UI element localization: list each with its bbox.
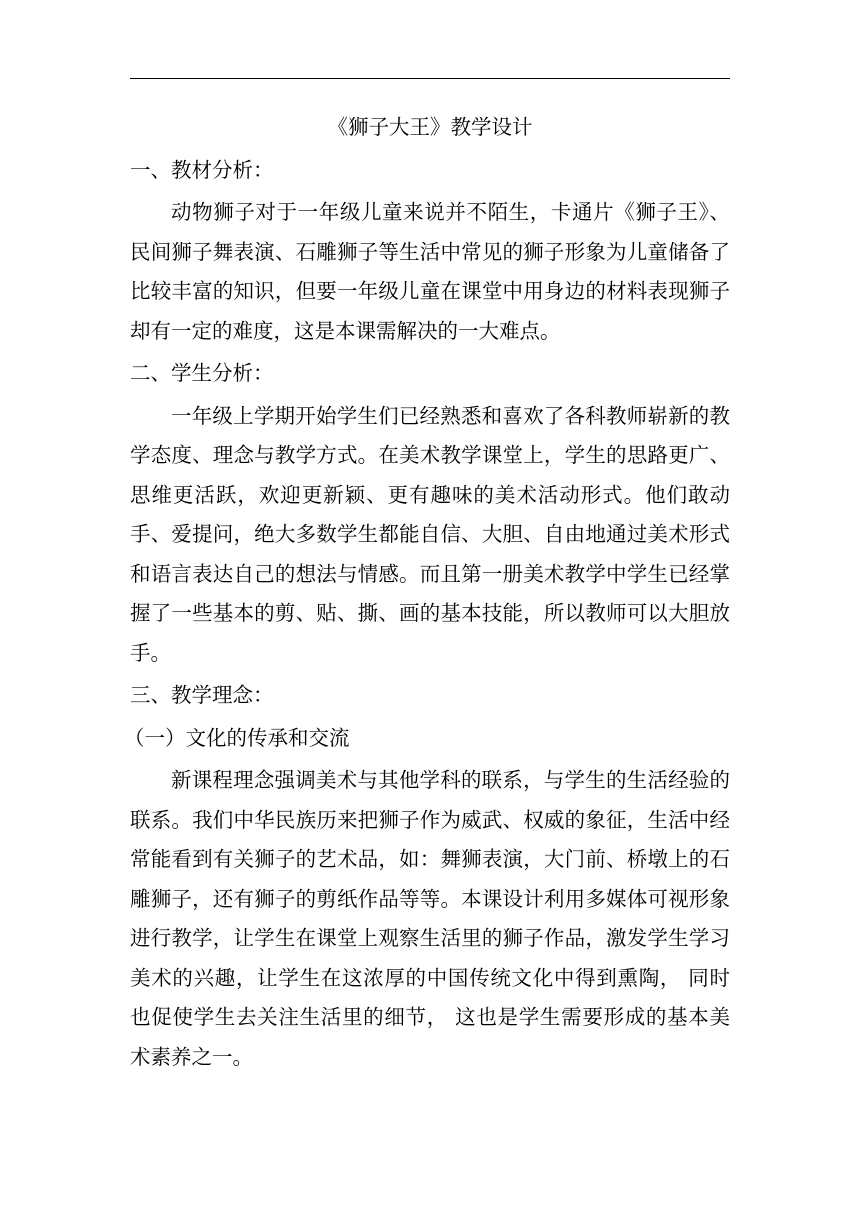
section-heading-student-analysis: 二、学生分析： (130, 361, 274, 385)
section-heading-teaching-philosophy: 三、教学理念： (130, 683, 274, 707)
paragraph-textbook-analysis: 动物狮子对于一年级儿童来说并不陌生，卡通片《狮子王》、民间狮子舞表演、石雕狮子等生活中常见的狮子形象为儿童储备了比较丰富的知识，但要一年级儿童在课堂中用身边的材料表现狮子却有一定的难度，这是本课需解决的一大难点。 (130, 200, 730, 343)
document-body (124, 108, 730, 1077)
subheading-culture-inheritance: （一）文化的传承和交流 (124, 725, 350, 750)
document-title: 《狮子大王》教学设计 (327, 115, 533, 139)
header-rule (130, 78, 730, 79)
paragraph-culture-inheritance: 新课程理念强调美术与其他学科的联系，与学生的生活经验的联系。我们中华民族历来把狮子作为威武、权威的象征，生活中经常能看到有关狮子的艺术品，如：舞狮表演，大门前、桥墩上的石雕狮子，还有狮子的剪纸作品等等。本课设计利用多媒体可视形象进行教学，让学生在课堂上观察生活里的狮子作品，激发学生学习美术的兴趣，让学生在这浓厚的中国传统文化中得到熏陶， 同时也促使学生去关注生活里的细节， 这也是学生需要形成的基本美术素养之一。 (130, 768, 730, 1069)
section-heading-textbook-analysis: 一、教材分析： (130, 157, 274, 182)
paragraph-student-analysis: 一年级上学期开始学生们已经熟悉和喜欢了各科教师崭新的教学态度、理念与教学方式。在美术教学课堂上，学生的思路更广、思维更活跃，欢迎更新颖、更有趣味的美术活动形式。他们敢动手、爱提问，绝大多数学生都能自信、大胆、自由地通过美术形式和语言表达自己的想法与情感。而且第一册美术教学中学生已经掌握了一些基本的剪、贴、撕、画的基本技能，所以教师可以大胆放手。 (130, 403, 730, 665)
